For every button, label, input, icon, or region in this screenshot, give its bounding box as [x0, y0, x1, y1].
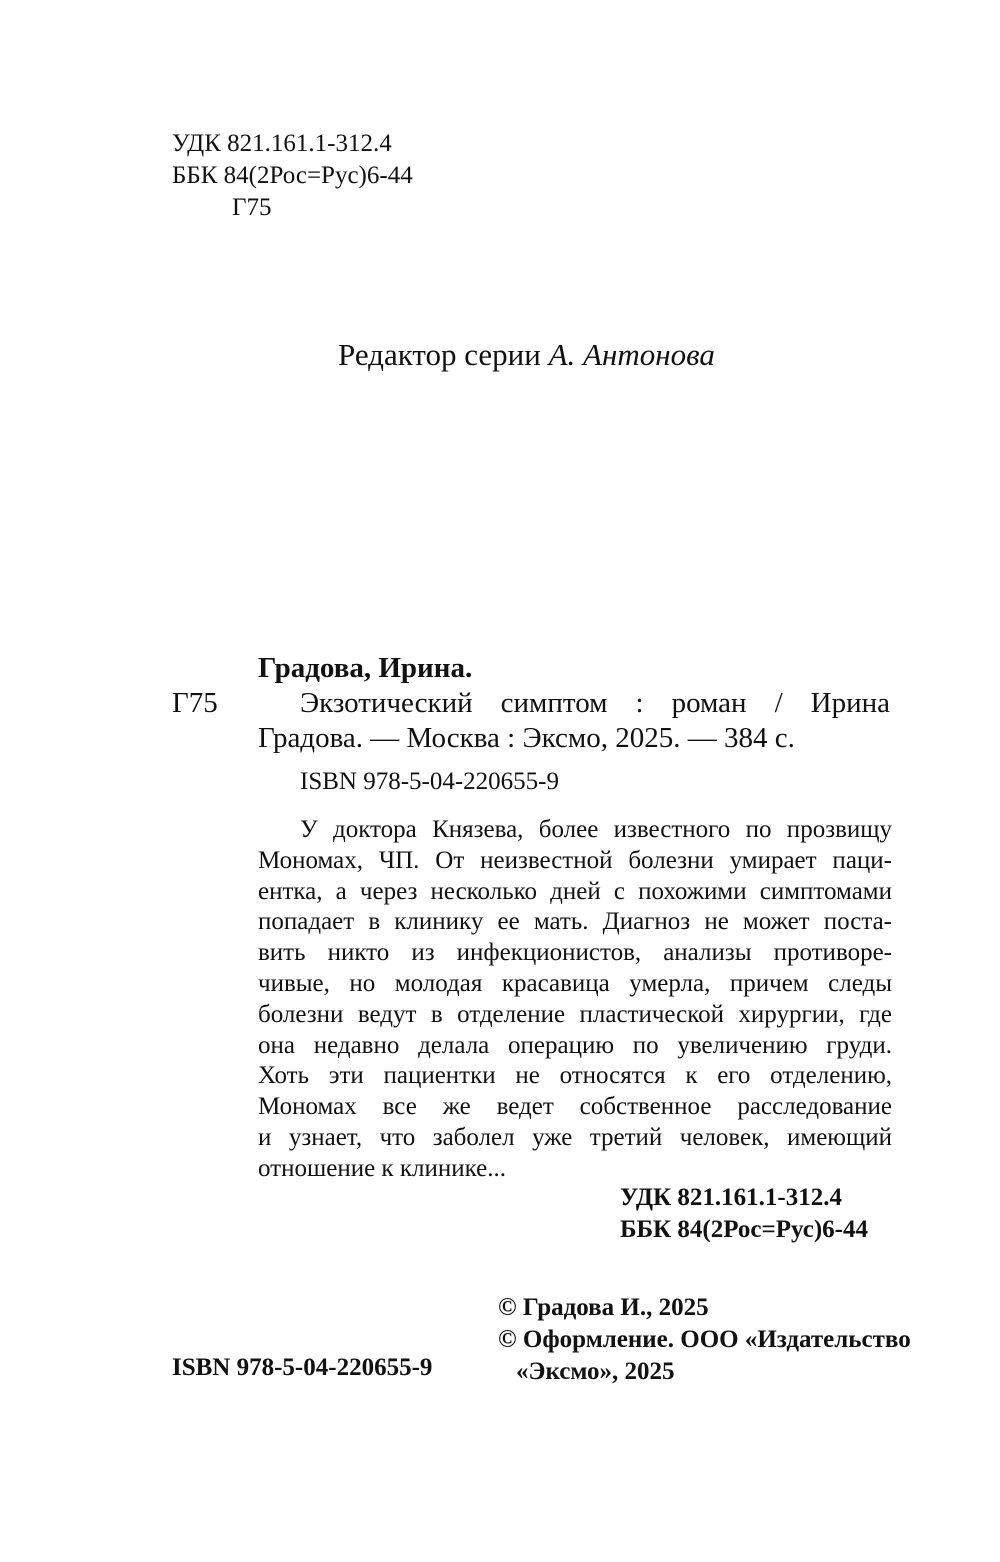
catalog-author-sign: Г75: [172, 687, 218, 719]
bottom-classification-codes: [620, 1182, 868, 1246]
catalog-publication-line: Градова. — Москва : Эксмо, 2025. — 384 с.: [258, 722, 795, 754]
copyright-author: © Градова И., 2025: [498, 1294, 709, 1321]
top-author-sign: Г75: [232, 194, 272, 221]
annotation-line: Хоть эти пациентки не относятся к его отделению,: [258, 1062, 892, 1090]
annotation-line: и узнает, что заболел уже третий человек, имеющий: [258, 1123, 892, 1151]
annotation-line: попадает в клинику ее мать. Диагноз не может поста-: [258, 908, 892, 936]
series-editor-name: А. Антонова: [548, 337, 715, 372]
annotation-line: она недавно делала операцию по увеличению груди.: [258, 1031, 892, 1059]
series-editor-label: Редактор серии: [338, 337, 541, 372]
title-word: роман: [671, 687, 747, 719]
annotation-line: чивые, но молодая красавица умерла, причем следы: [258, 969, 892, 997]
catalog-isbn: ISBN 978-5-04-220655-9: [300, 768, 560, 795]
annotation-line: вить никто из инфекционистов, анализы противоре-: [258, 939, 892, 967]
title-word: Ирина: [810, 687, 890, 719]
annotation-paragraph: [258, 815, 892, 1185]
title-word: :: [635, 687, 644, 719]
title-word: симптом: [500, 687, 608, 719]
annotation-line: У доктора Князева, более известного по прозвищу: [300, 816, 892, 843]
top-bbk-code: ББК 84(2Рос=Рус)6-44: [172, 162, 413, 189]
annotation-line: Мономах, ЧП. От неизвестной болезни умирает паци-: [258, 846, 892, 874]
annotation-line: болезни ведут в отделение пластической хирургии, где: [258, 1000, 892, 1028]
copyright-block: [498, 1292, 911, 1388]
top-classification-codes: [172, 128, 413, 224]
annotation-line: отношение к клинике...: [258, 1154, 506, 1182]
series-editor: [338, 335, 715, 375]
title-word: /: [774, 687, 783, 719]
title-word: Экзотический: [300, 687, 473, 719]
annotation-line: ентка, а через несколько дней с похожими симптомами: [258, 877, 892, 905]
catalog-author-heading: Градова, Ирина.: [258, 652, 473, 684]
bottom-udk-code: УДК 821.161.1-312.4: [620, 1184, 842, 1211]
catalog-title-line: [300, 683, 890, 723]
copyright-design-cont: «Эксмо», 2025: [516, 1358, 675, 1385]
bottom-bbk-code: ББК 84(2Рос=Рус)6-44: [620, 1216, 868, 1243]
annotation-line: Мономах все же ведет собственное расследование: [258, 1093, 892, 1121]
copyright-design: © Оформление. ООО «Издательство: [498, 1326, 911, 1353]
isbn-bottom: ISBN 978-5-04-220655-9: [172, 1354, 433, 1381]
top-udk-code: УДК 821.161.1-312.4: [172, 130, 392, 157]
